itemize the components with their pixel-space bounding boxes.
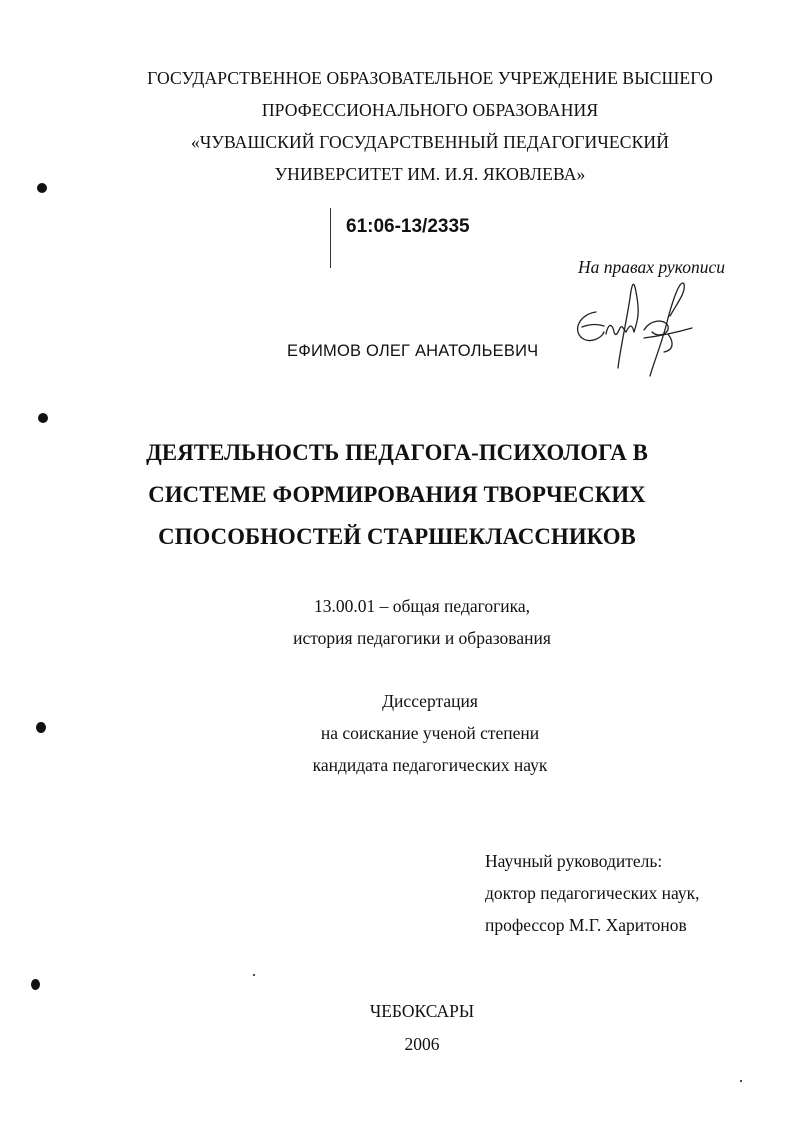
scan-mark-3	[36, 722, 46, 733]
scan-speck-2	[740, 1080, 742, 1082]
city: ЧЕБОКСАРЫ	[369, 1001, 475, 1021]
scan-mark-4	[31, 979, 40, 990]
specialty-line-2: история педагогики и образования	[293, 628, 551, 648]
degree-line-2: на соискание ученой степени	[320, 723, 540, 743]
author-name: ЕФИМОВ ОЛЕГ АНАТОЛЬЕВИЧ	[287, 342, 539, 360]
supervisor-line-1: Научный руководитель:	[485, 851, 663, 871]
manuscript-rights: На правах рукописи	[578, 257, 725, 277]
degree-line-1: Диссертация	[382, 691, 478, 711]
title-line-3: СПОСОБНОСТЕЙ СТАРШЕКЛАССНИКОВ	[158, 524, 636, 549]
signature-image	[560, 272, 710, 382]
degree-block	[33, 685, 794, 781]
place-year-block	[25, 995, 794, 1061]
supervisor-line-2: доктор педагогических наук,	[485, 883, 700, 903]
supervisor-block	[485, 845, 699, 941]
specialty-line-1: 13.00.01 – общая педагогика,	[313, 596, 531, 616]
institution-line-1: ГОСУДАРСТВЕННОЕ ОБРАЗОВАТЕЛЬНОЕ УЧРЕЖДЕНИЕ ВЫСШЕГО	[147, 68, 713, 88]
specialty-block	[25, 590, 794, 654]
dissertation-title	[60, 432, 734, 558]
supervisor-line-3: профессор М.Г. Харитонов	[485, 915, 687, 935]
scan-mark-1	[37, 183, 47, 193]
institution-header	[60, 62, 794, 190]
year: 2006	[404, 1034, 440, 1054]
institution-line-3: «ЧУВАШСКИЙ ГОСУДАРСТВЕННЫЙ ПЕДАГОГИЧЕСКИЙ	[190, 132, 670, 152]
title-line-1: ДЕЯТЕЛЬНОСТЬ ПЕДАГОГА-ПСИХОЛОГА В	[146, 440, 648, 465]
catalog-code-rule	[330, 208, 331, 268]
catalog-code: 61:06-13/2335	[346, 216, 470, 237]
title-line-2: СИСТЕМЕ ФОРМИРОВАНИЯ ТВОРЧЕСКИХ	[148, 482, 646, 507]
institution-line-2: ПРОФЕССИОНАЛЬНОГО ОБРАЗОВАНИЯ	[261, 100, 599, 120]
degree-line-3: кандидата педагогических наук	[312, 755, 548, 775]
scan-mark-2	[38, 413, 48, 423]
institution-line-4: УНИВЕРСИТЕТ ИМ. И.Я. ЯКОВЛЕВА»	[274, 164, 586, 184]
scan-speck-1	[253, 974, 255, 976]
